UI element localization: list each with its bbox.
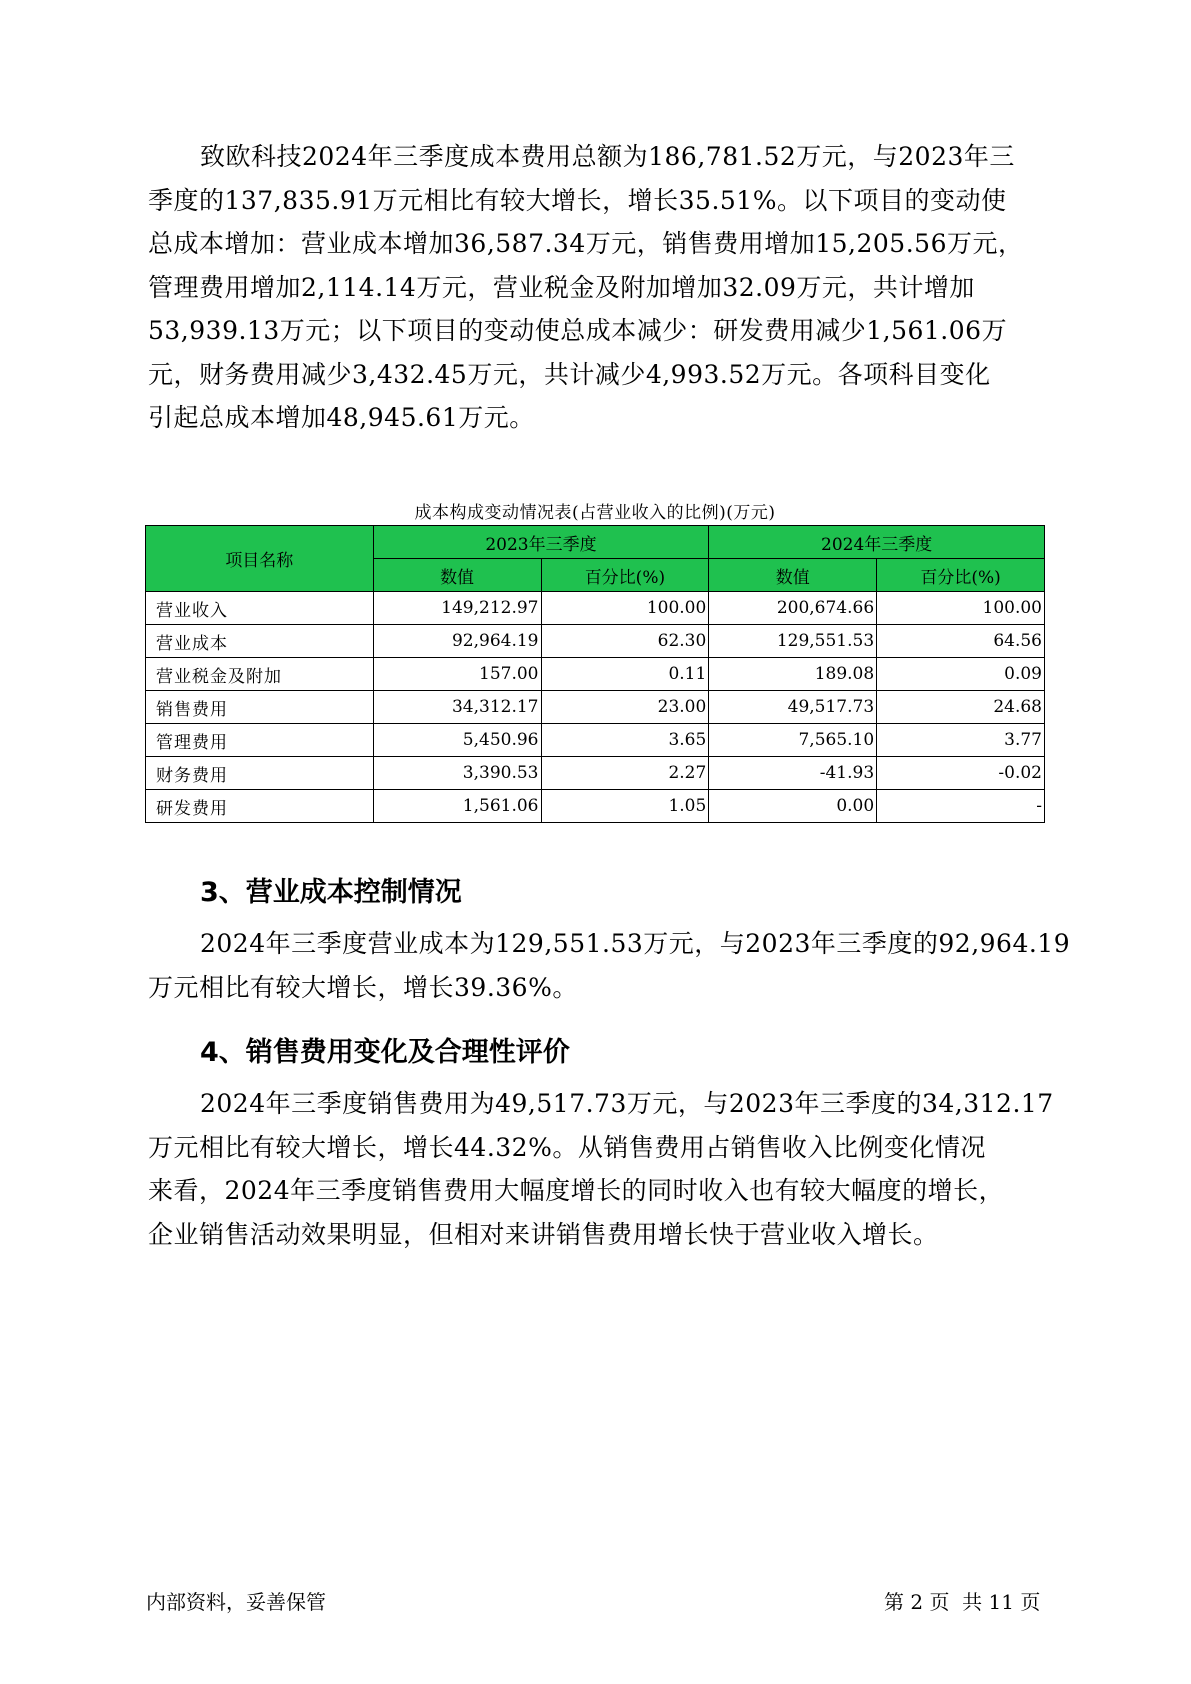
section-3-paragraph [148,922,1071,1009]
value-2024: 129,551.53 [709,625,877,658]
footer-confidential-note: 内部资料，妥善保管 [146,1590,326,1614]
intro-line: 元，财务费用减少3,432.45万元，共计减少4,993.52万元。各项科目变化 [148,359,991,389]
pct-2024: 24.68 [877,691,1045,724]
pct-2024: 100.00 [877,592,1045,625]
intro-line: 管理费用增加2,114.14万元，营业税金及附加增加32.09万元，共计增加 [148,272,975,302]
value-2023: 1,561.06 [373,790,541,823]
value-2024: 49,517.73 [709,691,877,724]
cost-composition-table [145,525,1045,823]
footer-page-number: 第 2 页 共 11 页 [884,1590,1041,1614]
table-row [146,592,1045,625]
pct-2023: 1.05 [541,790,709,823]
pct-2024: - [877,790,1045,823]
row-name: 管理费用 [146,724,374,757]
intro-line: 总成本增加：营业成本增加36,587.34万元，销售费用增加15,205.56万元， [148,229,1024,258]
intro-line: 致欧科技2024年三季度成本费用总额为186,781.52万元，与2023年三 [200,142,1015,171]
pct-2024: 0.09 [877,658,1045,691]
header-pct-2024: 百分比(%) [877,559,1045,592]
row-name: 营业收入 [146,592,374,625]
section-3-heading: 3、营业成本控制情况 [200,877,462,908]
value-2024: 200,674.66 [709,592,877,625]
section-4-line: 来看，2024年三季度销售费用大幅度增长的同时收入也有较大幅度的增长， [148,1176,1005,1205]
pct-2023: 23.00 [541,691,709,724]
intro-paragraph [148,135,1048,440]
value-2023: 34,312.17 [373,691,541,724]
value-2023: 149,212.97 [373,592,541,625]
header-period-2024: 2024年三季度 [709,526,1045,559]
value-2023: 5,450.96 [373,724,541,757]
table-row [146,790,1045,823]
row-name: 营业税金及附加 [146,658,374,691]
intro-line: 引起总成本增加48,945.61万元。 [148,403,535,432]
table-row [146,658,1045,691]
section-3-line: 2024年三季度营业成本为129,551.53万元，与2023年三季度的92,964.19 [200,929,1071,958]
pct-2024: 3.77 [877,724,1045,757]
row-name: 营业成本 [146,625,374,658]
table-caption: 成本构成变动情况表(占营业收入的比例)(万元) [414,503,776,523]
pct-2023: 2.27 [541,757,709,790]
section-4-line: 万元相比有较大增长，增长44.32%。从销售费用占销售收入比例变化情况 [148,1132,986,1162]
table-row [146,757,1045,790]
pct-2023: 0.11 [541,658,709,691]
table-header-row [146,526,1045,559]
header-pct-2023: 百分比(%) [541,559,709,592]
intro-line: 季度的137,835.91万元相比有较大增长，增长35.51%。以下项目的变动使 [148,185,1007,215]
pct-2023: 62.30 [541,625,709,658]
value-2024: 189.08 [709,658,877,691]
header-item-name: 项目名称 [146,526,374,592]
table-row [146,625,1045,658]
intro-line: 53,939.13万元；以下项目的变动使总成本减少：研发费用减少1,561.06万 [148,316,1008,345]
pct-2023: 3.65 [541,724,709,757]
section-4-paragraph [148,1082,1054,1256]
table-row [146,691,1045,724]
section-3-line: 万元相比有较大增长，增长39.36%。 [148,972,578,1002]
row-name: 销售费用 [146,691,374,724]
row-name: 财务费用 [146,757,374,790]
header-value-2023: 数值 [373,559,541,592]
value-2024: 7,565.10 [709,724,877,757]
value-2024: 0.00 [709,790,877,823]
header-period-2023: 2023年三季度 [373,526,709,559]
section-4-line: 企业销售活动效果明显，但相对来讲销售费用增长快于营业收入增长。 [148,1219,939,1249]
table-row [146,724,1045,757]
value-2024: -41.93 [709,757,877,790]
pct-2024: 64.56 [877,625,1045,658]
section-4-line: 2024年三季度销售费用为49,517.73万元，与2023年三季度的34,312.17 [200,1089,1054,1118]
pct-2024: -0.02 [877,757,1045,790]
row-name: 研发费用 [146,790,374,823]
pct-2023: 100.00 [541,592,709,625]
value-2023: 3,390.53 [373,757,541,790]
value-2023: 92,964.19 [373,625,541,658]
value-2023: 157.00 [373,658,541,691]
section-4-heading: 4、销售费用变化及合理性评价 [200,1037,570,1068]
header-value-2024: 数值 [709,559,877,592]
